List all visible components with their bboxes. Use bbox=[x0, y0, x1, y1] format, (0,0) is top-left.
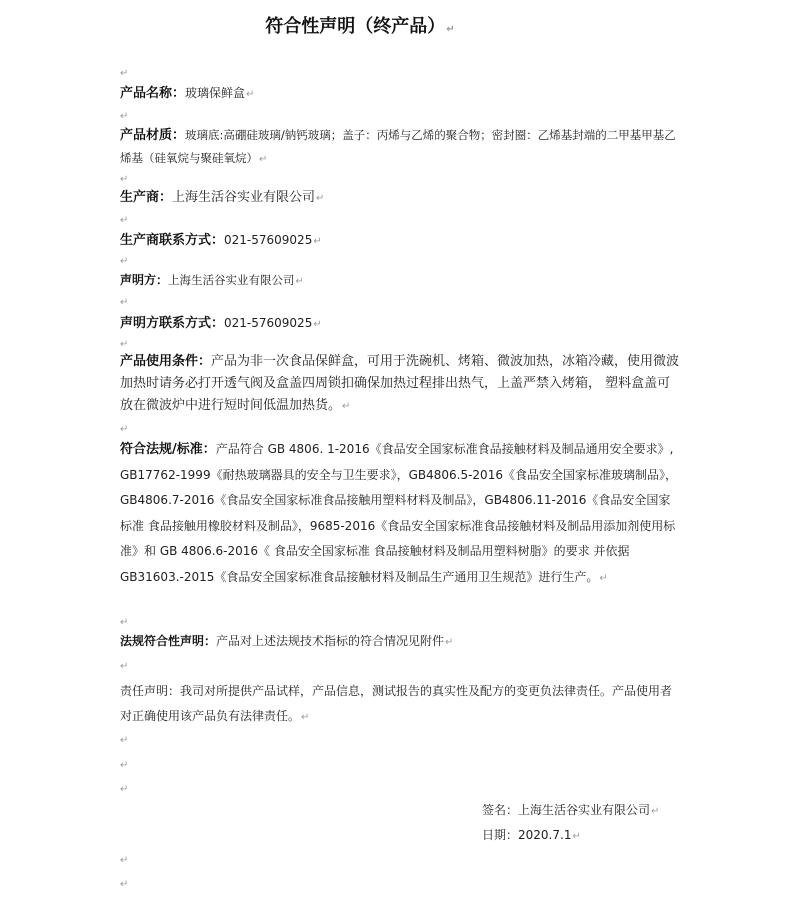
liability-paragraph bbox=[120, 679, 680, 730]
declarant-contact-line bbox=[120, 312, 680, 336]
material-line bbox=[120, 124, 680, 171]
standards-paragraph bbox=[120, 437, 680, 591]
empty-paragraph: ↵ bbox=[120, 174, 129, 185]
empty-paragraph: ↵ bbox=[120, 339, 129, 350]
declarant-label: 声明方： bbox=[120, 273, 169, 287]
paragraph-mark: ↵ bbox=[259, 154, 268, 165]
standards-value: 产品符合 GB 4806. 1-2016《食品安全国家标准食品接触材料及制品通用安全要求》, GB17762-1999《耐热玻璃器具的安全与卫生要求》，GB4806.5-2016《食品安全国家标准玻璃制品》，GB4806.7-2016《食品安全国家标准食品接触用塑料材料及制品》，GB4806.11-2016《食品安全国家标准 食品接触用橡胶材料及制品》，9685-2016《食品安全国家标准食品接触材料及制品用添加剂使用标准》和 GB 4806.6-2016《 食品安全国家标准 食品接触材料及制品用塑料树脂》的要求 并依据GB31603.-2015《食品安全国家标准食品接触材料及制品生产通用卫生规范》进行生产。 bbox=[120, 442, 677, 584]
empty-paragraph: ↵ bbox=[120, 617, 129, 628]
empty-paragraph: ↵ bbox=[120, 111, 129, 122]
title-text: 符合性声明（终产品） bbox=[265, 16, 446, 37]
compliance-line bbox=[120, 630, 680, 654]
paragraph-mark: ↵ bbox=[295, 276, 304, 287]
material-label: 产品材质： bbox=[120, 128, 186, 143]
empty-paragraph: ↵ bbox=[120, 256, 129, 267]
declarant-line bbox=[120, 269, 680, 293]
signature-line bbox=[482, 801, 659, 821]
paragraph-mark: ↵ bbox=[246, 89, 255, 100]
usage-value: 产品为非一次食品保鲜盒，可用于洗碗机、烤箱、微波加热，冰箱冷藏，使用微波加热时请务必打开透气阀及盒盖四周锁扣确保加热过程排出热气，上盖严禁入烤箱， 塑料盒盖可放在微波炉中进行短时间低温加热货。 bbox=[120, 354, 680, 413]
compliance-value: 产品对上述法规技术指标的符合情况见附件 bbox=[216, 634, 445, 648]
paragraph-mark: ↵ bbox=[445, 637, 454, 648]
paragraph-mark: ↵ bbox=[572, 831, 581, 842]
empty-paragraph: ↵ bbox=[120, 68, 129, 79]
signature-label: 签名： bbox=[482, 803, 519, 817]
paragraph-mark: ↵ bbox=[301, 712, 310, 723]
paragraph-mark: ↵ bbox=[651, 806, 660, 817]
date-label: 日期： bbox=[482, 828, 519, 842]
product-name-line bbox=[120, 82, 680, 106]
usage-label: 产品使用条件： bbox=[120, 354, 212, 369]
empty-paragraph: ↵ bbox=[120, 879, 129, 890]
paragraph-mark: ↵ bbox=[313, 319, 322, 330]
standards-label: 符合法规/标准： bbox=[120, 442, 216, 457]
declarant-contact-value: 021-57609025 bbox=[224, 316, 313, 330]
manufacturer-label: 生产商： bbox=[120, 190, 173, 205]
product-name-value: 玻璃保鲜盒 bbox=[185, 86, 246, 100]
manufacturer-line bbox=[120, 186, 680, 210]
declarant-value: 上海生活谷实业有限公司 bbox=[168, 273, 295, 287]
liability-text: 责任声明：我司对所提供产品试样，产品信息，测试报告的真实性及配方的变更负法律责任。产品使用者对正确使用该产品负有法律责任。 bbox=[120, 684, 673, 723]
manufacturer-contact-line bbox=[120, 229, 680, 253]
empty-paragraph: ↵ bbox=[120, 784, 129, 795]
empty-paragraph: ↵ bbox=[120, 760, 129, 771]
product-name-label: 产品名称： bbox=[120, 86, 186, 101]
date-value: 2020.7.1 bbox=[518, 828, 572, 842]
paragraph-mark: ↵ bbox=[313, 236, 322, 247]
manufacturer-value: 上海生活谷实业有限公司 bbox=[172, 190, 316, 205]
paragraph-mark: ↵ bbox=[342, 401, 351, 412]
paragraph-mark: ↵ bbox=[599, 572, 608, 584]
material-value: 玻璃底:高硼硅玻璃/钠钙玻璃；盖子：丙烯与乙烯的聚合物；密封圈：乙烯基封端的二甲基甲基乙烯基（硅氧烷与聚硅氧烷） bbox=[120, 128, 676, 165]
signature-value: 上海生活谷实业有限公司 bbox=[518, 803, 651, 817]
declarant-contact-label: 声明方联系方式： bbox=[120, 316, 225, 331]
empty-paragraph: ↵ bbox=[120, 215, 129, 226]
empty-paragraph: ↵ bbox=[120, 661, 129, 672]
compliance-label: 法规符合性声明： bbox=[120, 634, 217, 648]
paragraph-mark: ↵ bbox=[446, 24, 455, 35]
paragraph-mark: ↵ bbox=[316, 193, 325, 204]
document-title bbox=[0, 12, 720, 38]
usage-paragraph bbox=[120, 351, 680, 418]
empty-paragraph: ↵ bbox=[120, 735, 129, 746]
manufacturer-contact-value: 021-57609025 bbox=[224, 233, 313, 247]
empty-paragraph: ↵ bbox=[120, 424, 129, 435]
date-line bbox=[482, 826, 581, 846]
empty-paragraph: ↵ bbox=[120, 297, 129, 308]
empty-paragraph: ↵ bbox=[120, 855, 129, 866]
manufacturer-contact-label: 生产商联系方式： bbox=[120, 233, 225, 248]
